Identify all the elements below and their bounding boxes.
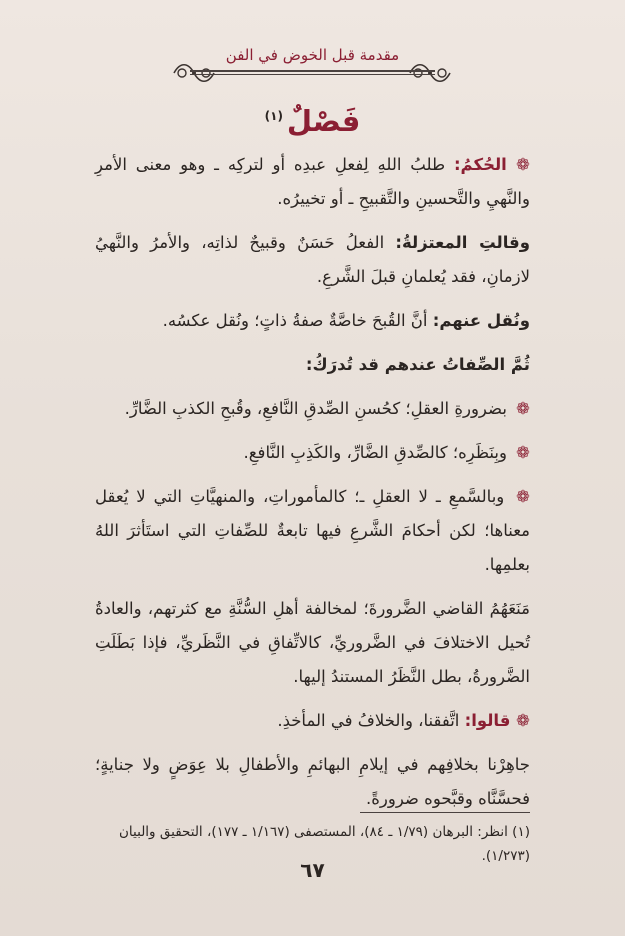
paragraph-text: وبِنَظَرِه؛ كالصِّدقِ الضَّارِّ، والكَذِبِ النَّافعِ.	[243, 443, 513, 462]
list-item-reasoning	[95, 436, 530, 470]
paragraph-qadi	[95, 592, 530, 694]
header-rule	[190, 70, 435, 72]
paragraph-mutazila	[95, 226, 530, 294]
paragraph-lead: ثُمَّ الصِّفاتُ عندهم قد تُدرَكُ:	[305, 355, 530, 374]
running-title: مقدمة قبل الخوض في الفن	[225, 46, 400, 64]
paragraph-attributes	[95, 348, 530, 382]
flower-bullet-icon: ❁	[516, 487, 530, 506]
flower-bullet-icon: ❁	[516, 399, 530, 418]
page-header	[0, 38, 625, 82]
paragraph-they-said	[95, 704, 530, 738]
ornament-right-icon	[406, 60, 454, 86]
paragraph-text: طلبُ اللهِ لِفعلِ عبدِه أو لتركِه ـ وهو معنى الأمرِ والنَّهيِ والتَّحسينِ والتَّقبيحِ ـ أو تخييرُه.	[95, 155, 530, 208]
paragraph-text: الفعلُ حَسَنٌ وقبيحٌ لذاتِه، والأمرُ والنَّهيُ لازمانِ، فقد يُعلمانِ قبلَ الشَّرعِ.	[95, 233, 530, 286]
paragraph-lead: ❁ قالوا:	[464, 711, 530, 730]
paragraph-text: مَنَعَهُمُ القاضي الضَّرورةَ؛ لمخالفة أهلِ السُّنَّةِ مع كثرتهم، والعادةُ تُحيل الاختلافَ في الضَّروريِّ، كالاتِّفاقِ في النَّظَريِّ، فإذا بَطَلَتِ الضَّرورةُ، بطل النَّظَرُ المستندُ إليها.	[95, 599, 530, 686]
paragraph-animals	[95, 748, 530, 816]
list-item-revelation	[95, 480, 530, 582]
paragraph-text: بضرورةِ العقلِ؛ كحُسنِ الصِّدقِ النَّافعِ، وقُبحِ الكذبِ الضَّارِّ.	[124, 399, 513, 418]
ornament-left-icon	[170, 60, 218, 86]
paragraph-definition	[95, 148, 530, 216]
section-title-text: فَصْلٌ	[286, 104, 361, 138]
paragraph-lead: وقالتِ المعتزلةُ:	[395, 233, 530, 252]
paragraph-reported	[95, 304, 530, 338]
paragraph-text: أنَّ القُبحَ خاصَّةٌ صفةُ ذاتٍ؛ ونُقل عكسُه.	[162, 311, 433, 330]
paragraph-lead: ❁ الحُكمُ:	[453, 155, 530, 174]
footnote-rule	[360, 812, 530, 813]
footnote: (١) انظر: البرهان (١/٧٩ ـ ٨٤)، المستصفى (١/١٦٧ ـ ١٧٧)، التحقيق والبيان (١/٢٧٣).	[119, 824, 530, 864]
list-item-necessity	[95, 392, 530, 426]
paragraph-text: اتَّفقنا، والخلافُ في المأخذِ.	[277, 711, 465, 730]
flower-bullet-icon: ❁	[516, 443, 530, 462]
header-rule-thin	[190, 74, 435, 75]
section-title	[0, 104, 625, 138]
paragraph-lead: ونُقل عنهم:	[432, 311, 530, 330]
page-number: ٦٧	[300, 858, 325, 882]
paragraph-text: جاهِرْنا بخلافِهم في إيلامِ البهائمِ والأطفالِ بلا عِوَضٍ ولا جنايةٍ؛ فحسَّنَّاه وقبَّحوه ضرورةً.	[95, 755, 530, 808]
footnote-marker: (١)	[264, 109, 283, 124]
paragraph-text: وبالسَّمعِ ـ لا العقلِ ـ؛ كالمأموراتِ، والمنهيَّاتِ التي لا يُعقل معناها؛ لكن أحكامَ الشَّرعِ فيها تابعةٌ للصِّفاتِ التي استَأثرَ اللهُ بعلمِها.	[95, 487, 530, 574]
main-text	[95, 148, 530, 826]
